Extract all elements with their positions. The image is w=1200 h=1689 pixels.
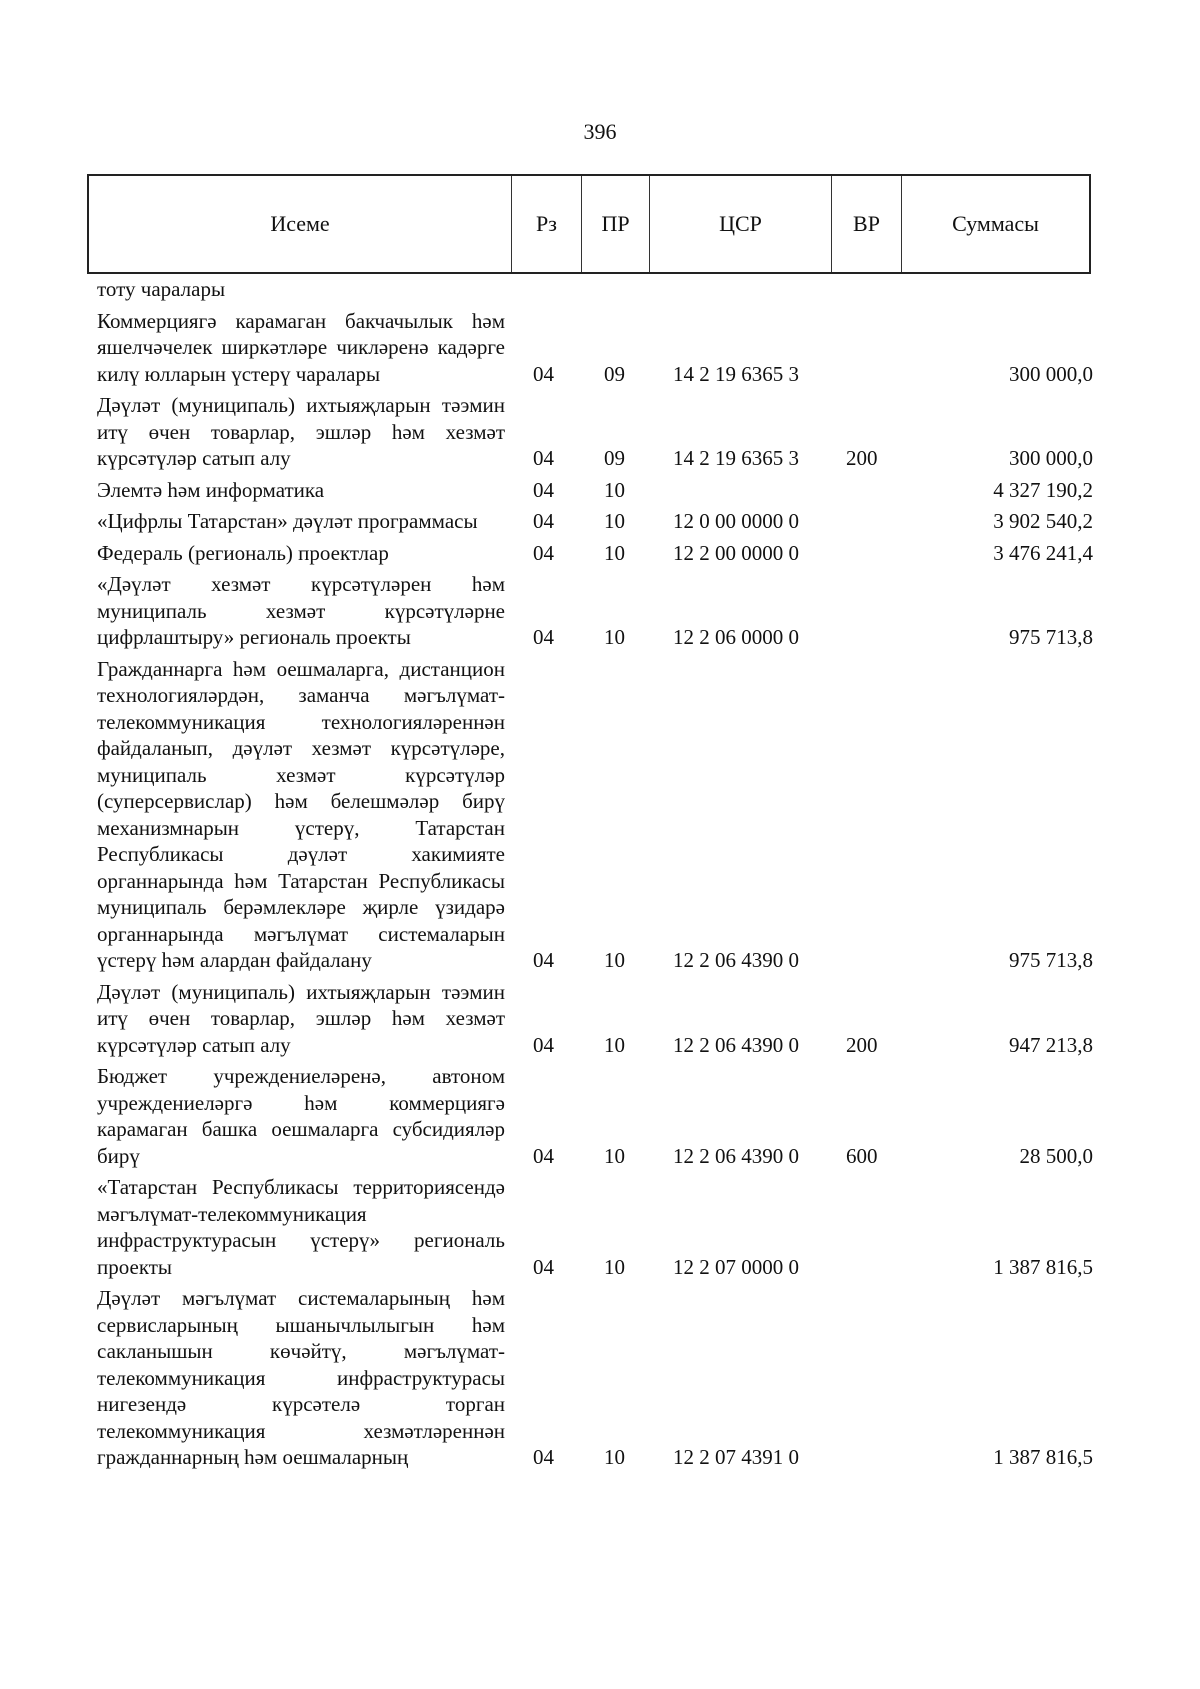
row-sum: 28 500,0 (1019, 1143, 1093, 1168)
row-pr: 10 (604, 948, 625, 972)
row-pr: 10 (604, 625, 625, 649)
row-rz: 04 (533, 625, 554, 649)
table-row (97, 979, 1093, 1059)
row-rz: 04 (533, 1143, 554, 1168)
row-csr: 12 2 06 4390 0 (673, 1143, 799, 1168)
row-sum: 300 000,0 (1009, 446, 1093, 470)
row-sum: 975 713,8 (1009, 625, 1093, 649)
row-pr: 09 (604, 446, 625, 470)
table-row (97, 276, 1093, 303)
table-row (97, 308, 1093, 388)
row-vr: 600 (846, 1143, 878, 1168)
row-name: «Татарстан Республикасы территориясендә мәгълүмат-телекоммуникация инфраструктурасын үстерү» региональ проекты (97, 1175, 505, 1279)
row-name: Федераль (региональ) проектлар (97, 540, 389, 565)
row-rz: 04 (533, 509, 554, 533)
header-vr: ВР (832, 176, 902, 272)
row-sum: 3 902 540,2 (993, 509, 1093, 533)
row-csr: 12 2 07 0000 0 (673, 1254, 799, 1279)
header-name: Исеме (89, 176, 512, 272)
table-row (97, 1063, 1093, 1169)
row-name: тоту чаралары (97, 277, 226, 301)
table-row (97, 477, 1093, 504)
row-csr: 14 2 19 6365 3 (673, 361, 799, 386)
row-rz: 04 (533, 1032, 554, 1057)
row-sum: 300 000,0 (1009, 361, 1093, 386)
row-sum: 975 713,8 (1009, 948, 1093, 972)
table-row (97, 656, 1093, 974)
row-csr: 14 2 19 6365 3 (673, 446, 799, 470)
row-rz: 04 (533, 1254, 554, 1279)
row-vr: 200 (846, 446, 878, 470)
table-row (97, 571, 1093, 651)
row-name: Коммерциягә карамаган бакчачылык һәм яшелчәчелек ширкәтләре чикләренә кадәрге килү юлларын үстерү чаралары (97, 308, 505, 386)
row-name: Дәүләт (муниципаль) ихтыяҗларын тәэмин итү өчен товарлар, эшләр һәм хезмәт күрсәтүләр сатып алу (97, 979, 505, 1057)
row-rz: 04 (533, 1445, 554, 1469)
row-pr: 09 (604, 361, 625, 386)
row-csr: 12 2 06 0000 0 (673, 625, 799, 649)
row-rz: 04 (533, 948, 554, 972)
header-sum: Суммасы (952, 211, 1039, 236)
row-sum: 1 387 816,5 (993, 1254, 1093, 1279)
row-sum: 3 476 241,4 (993, 540, 1093, 565)
row-name: «Цифрлы Татарстан» дәүләт программасы (97, 509, 478, 533)
table-row (97, 392, 1093, 472)
row-name: «Дәүләт хезмәт күрсәтүләрен һәм муниципаль хезмәт күрсәтүләрне цифрлаштыру» региональ проекты (97, 572, 505, 649)
row-name: Гражданнарга һәм оешмаларга, дистанцион технологияләрдән, заманча мәгълүмат-телекоммуникация технологияләреннән файдаланып, дәүләт хезмәт күрсәтүләре, муниципаль хезмәт күрсәтүләр (суперсервислар) һәм белешмәләр бирү механизмнарын үстерү, Татарстан Республикасы дәүләт хакимияте органнарында һәм Татарстан Республикасы муниципаль берәмлекләре җирле үзидарә органнарында мәгълүмат системаларын үстерү һәм алардан файдалану (97, 656, 505, 972)
header-pr: ПР (582, 176, 650, 272)
row-name: Дәүләт (муниципаль) ихтыяҗларын тәэмин итү өчен товарлар, эшләр һәм хезмәт күрсәтүләр сатып алу (97, 393, 505, 470)
row-pr: 10 (604, 477, 625, 502)
row-pr: 10 (604, 1032, 625, 1057)
row-pr: 10 (604, 1445, 625, 1469)
table-row (97, 1285, 1093, 1471)
row-name: Дәүләт мәгълүмат системаларының һәм сервисларының ышанычлылыгын һәм сакланышын көчәйтү, мәгълүмат-телекоммуникация инфраструктурасы нигезендә күрсәтелә торган телекоммуникация хезмәтләреннән гражданнарның һәм оешмаларның (97, 1286, 505, 1469)
row-csr: 12 2 07 4391 0 (673, 1445, 799, 1469)
row-name: Бюджет учреждениеләренә, автоном учреждениеләргә һәм коммерциягә карамаган башка оешмаларга субсидияләр бирү (97, 1064, 505, 1168)
table-header (87, 174, 1091, 274)
row-sum: 947 213,8 (1009, 1032, 1093, 1057)
header-csr: ЦСР (650, 176, 832, 272)
row-vr: 200 (846, 1032, 878, 1057)
row-pr: 10 (604, 509, 625, 533)
row-rz: 04 (533, 540, 554, 565)
row-sum: 4 327 190,2 (993, 477, 1093, 502)
table-body (97, 276, 1093, 1471)
table-row (97, 1174, 1093, 1280)
row-rz: 04 (533, 361, 554, 386)
row-csr: 12 2 06 4390 0 (673, 1032, 799, 1057)
header-rz: Рз (512, 176, 582, 272)
row-pr: 10 (604, 1143, 625, 1168)
table-row (97, 540, 1093, 567)
row-csr: 12 2 00 0000 0 (673, 540, 799, 565)
row-rz: 04 (533, 477, 554, 502)
row-pr: 10 (604, 1254, 625, 1279)
table-row (97, 508, 1093, 535)
row-csr: 12 2 06 4390 0 (673, 948, 799, 972)
row-csr: 12 0 00 0000 0 (673, 509, 799, 533)
row-rz: 04 (533, 446, 554, 470)
page-number: 396 (583, 119, 617, 144)
row-name: Элемтә һәм информатика (97, 477, 325, 502)
row-sum: 1 387 816,5 (993, 1445, 1093, 1469)
row-pr: 10 (604, 540, 625, 565)
